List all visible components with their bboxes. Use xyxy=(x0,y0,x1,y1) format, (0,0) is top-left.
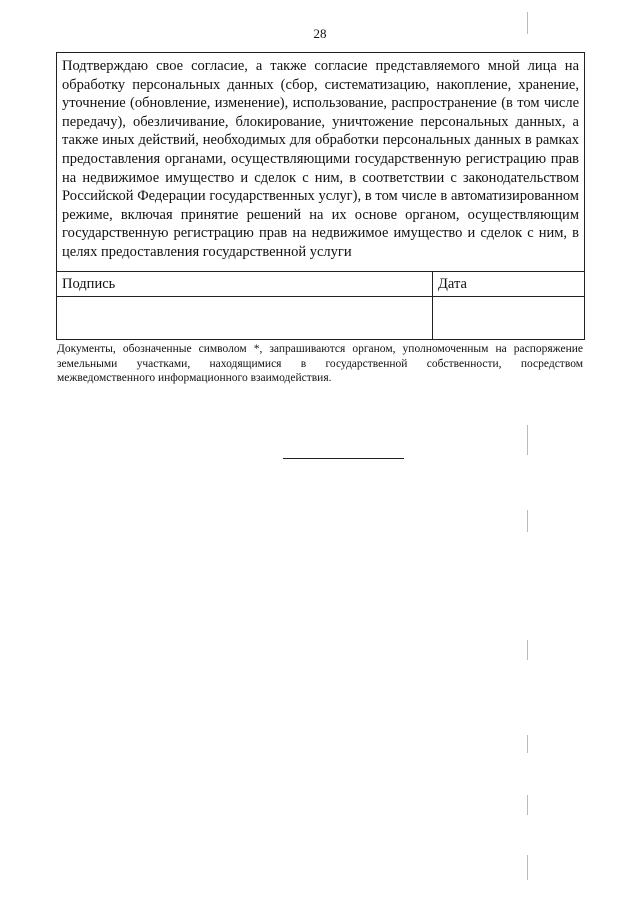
consent-text: Подтверждаю свое согласие, а также согласие представляемого мной лица на обработку персональных данных (сбор, систематизацию, накопление, хранение, уточнение (обновление, изменение), использование, распространение (в том числе передачу), обезличивание, блокирование, уничтожение персональных данных, а также иных действий, необходимых для обработки персональных данных в рамках предоставления органами, осуществляющими государственную регистрацию прав на недвижимое имущество и сделок с ним, в соответствии с законодательством Российской Федерации государственных услуг), в том числе в автоматизированном режиме, включая принятие решений на их основе органом, осуществляющим государственную регистрацию прав на недвижимое имущество и сделок с ним, в целях предоставления государственной услуги xyxy=(57,53,585,272)
date-field[interactable] xyxy=(433,297,585,340)
scan-artifact-line xyxy=(527,12,528,34)
end-rule-divider xyxy=(283,458,404,459)
signature-field[interactable] xyxy=(57,297,433,340)
scan-artifact-line xyxy=(527,855,528,880)
signature-label: Подпись xyxy=(57,272,433,297)
footnote: Документы, обозначенные символом *, запрашиваются органом, уполномоченным на распоряжение земельными участками, находящимися в государственной собственности, посредством межведомственного информационного взаимодействия. xyxy=(57,343,583,385)
signature-input-row xyxy=(57,297,585,340)
scan-artifact-line xyxy=(527,510,528,532)
signature-header-row xyxy=(57,272,585,297)
scan-artifact-line xyxy=(527,735,528,753)
consent-row xyxy=(57,53,585,272)
page-number: 28 xyxy=(313,26,327,41)
consent-form-table xyxy=(56,52,585,340)
scan-artifact-line xyxy=(527,795,528,815)
scan-artifact-line xyxy=(527,425,528,455)
date-label: Дата xyxy=(433,272,585,297)
scan-artifact-line xyxy=(527,640,528,660)
